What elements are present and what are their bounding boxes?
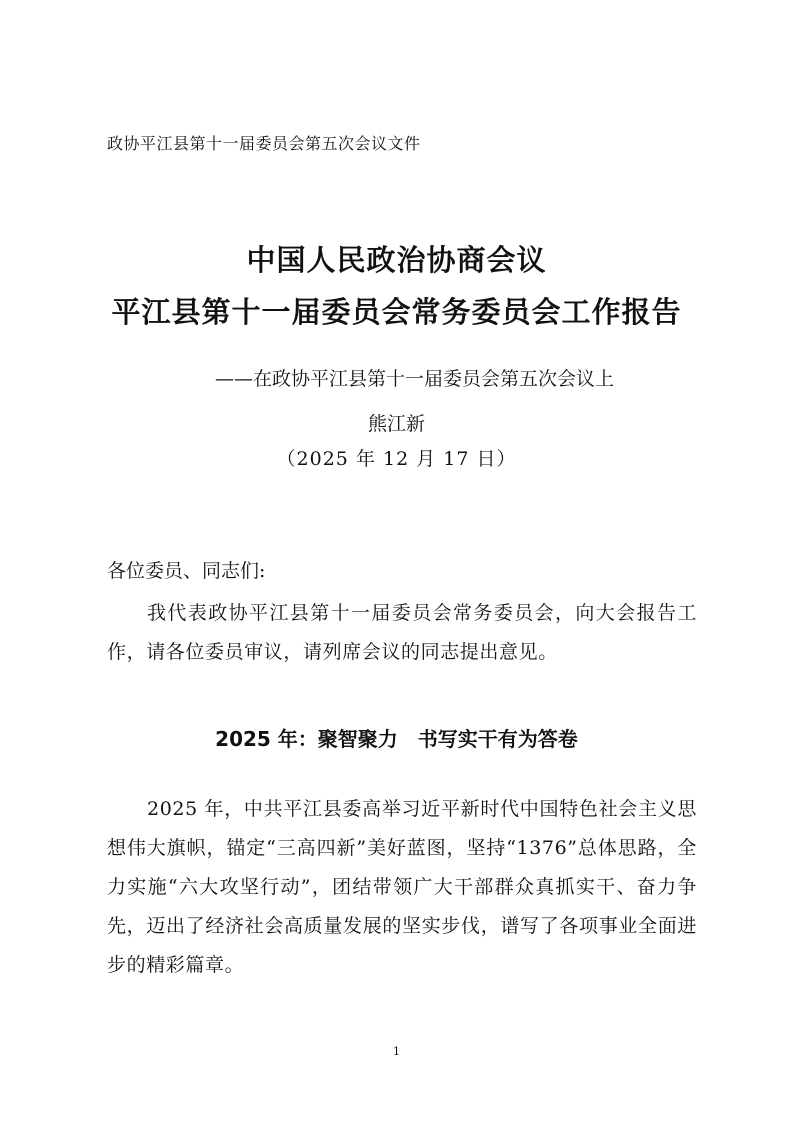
report-speaker: 熊江新 (367, 413, 425, 435)
salutation: 各位委员、同志们: (107, 560, 266, 582)
page-number: 1 (393, 1045, 400, 1058)
section-paragraph: 2025 年，中共平江县委高举习近平新时代中国特色社会主义思想伟大旗帜，锚定“三高四新”美好蓝图，坚持“1376”总体思路，全力实施“六大攻坚行动”，团结带领广大干部群众真抓实干、奋力争先，迈出了经济社会高质量发展的坚实步伐，谱写了各项事业全面进步的精彩篇章。 (107, 798, 697, 976)
intro-paragraph: 我代表政协平江县第十一届委员会常务委员会，向大会报告工作，请各位委员审议，请列席会议的同志提出意见。 (107, 602, 697, 663)
document-header-line: 政协平江县第十一届委员会第五次会议文件 (107, 134, 421, 153)
report-title-line-1: 中国人民政治协商会议 (246, 243, 547, 277)
report-occasion: ——在政协平江县第十一届委员会第五次会议上 (214, 368, 614, 390)
section-heading: 2025 年：聚智聚力 书写实干有为答卷 (215, 727, 578, 751)
report-date: （2025 年 12 月 17 日） (276, 448, 517, 470)
report-title-line-2: 平江县第十一届委员会常务委员会工作报告 (111, 295, 682, 329)
